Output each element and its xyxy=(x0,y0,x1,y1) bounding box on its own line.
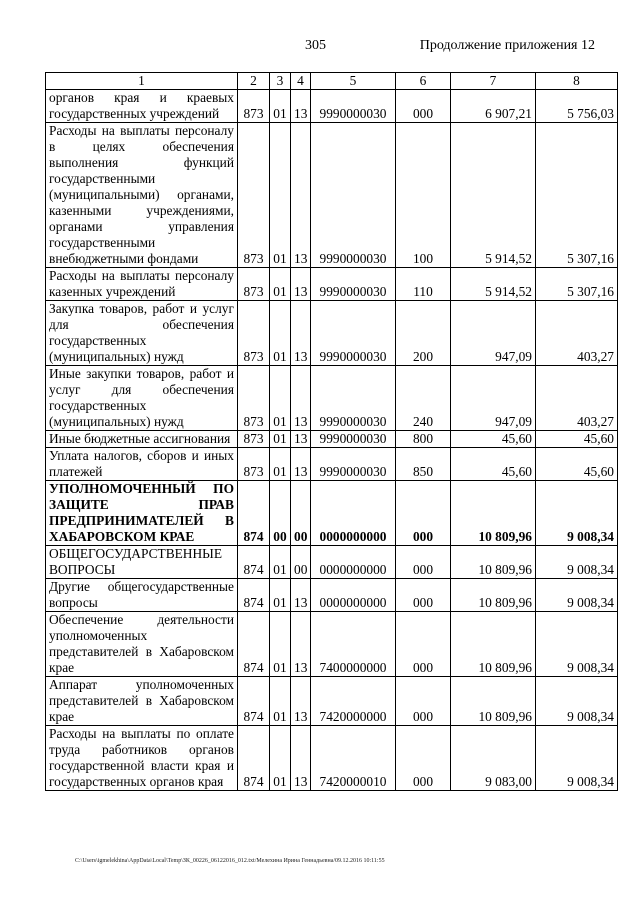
code-subsection-cell: 13 xyxy=(291,677,311,726)
code-ministry-cell: 873 xyxy=(238,301,270,366)
code-subsection-cell: 00 xyxy=(291,546,311,579)
row-name-cell: ОБЩЕГОСУДАРСТВЕННЫЕ ВОПРОСЫ xyxy=(46,546,238,579)
code-target-article-cell: 0000000000 xyxy=(311,579,396,612)
file-path-footer: C:\Users\igmelekhina\AppData\Local\Temp\ЗК_00226_06122016_012.txt/Мелехина Ирина Геннадьевна/09.12.2016 10:11:55 xyxy=(75,858,385,864)
column-header: 5 xyxy=(311,73,396,90)
code-target-article-cell: 9990000030 xyxy=(311,123,396,268)
code-expense-type-cell: 850 xyxy=(396,448,451,481)
code-expense-type-cell: 110 xyxy=(396,268,451,301)
code-section-cell: 01 xyxy=(270,612,291,677)
table-row xyxy=(46,431,618,448)
appendix-continuation-note: Продолжение приложения 12 xyxy=(419,38,595,53)
amount-plan-cell: 10 809,96 xyxy=(451,579,536,612)
table-row xyxy=(46,726,618,791)
code-expense-type-cell: 000 xyxy=(396,726,451,791)
code-expense-type-cell: 000 xyxy=(396,579,451,612)
column-header: 3 xyxy=(270,73,291,90)
column-header: 6 xyxy=(396,73,451,90)
code-ministry-cell: 873 xyxy=(238,123,270,268)
code-section-cell: 00 xyxy=(270,481,291,546)
amount-actual-cell: 5 307,16 xyxy=(536,268,618,301)
code-ministry-cell: 873 xyxy=(238,366,270,431)
code-subsection-cell: 13 xyxy=(291,431,311,448)
row-name-cell: Расходы на выплаты персоналу в целях обеспечения выполнения функций государственными (муниципальными) органами, казенными учреждениями, органами управления государственными внебюджетными фондами xyxy=(46,123,238,268)
code-subsection-cell: 13 xyxy=(291,448,311,481)
row-name-cell: Другие общегосударственные вопросы xyxy=(46,579,238,612)
amount-actual-cell: 9 008,34 xyxy=(536,481,618,546)
code-target-article-cell: 7420000000 xyxy=(311,677,396,726)
code-section-cell: 01 xyxy=(270,726,291,791)
table-row xyxy=(46,579,618,612)
row-name-cell: Иные закупки товаров, работ и услуг для обеспечения государственных (муниципальных) нужд xyxy=(46,366,238,431)
code-ministry-cell: 874 xyxy=(238,481,270,546)
row-name-cell: УПОЛНОМОЧЕННЫЙ ПО ЗАЩИТЕ ПРАВ ПРЕДПРИНИМАТЕЛЕЙ В ХАБАРОВСКОМ КРАЕ xyxy=(46,481,238,546)
code-subsection-cell: 13 xyxy=(291,612,311,677)
code-section-cell: 01 xyxy=(270,546,291,579)
amount-actual-cell: 9 008,34 xyxy=(536,612,618,677)
row-name-cell: Аппарат уполномоченных представителей в Хабаровском крае xyxy=(46,677,238,726)
code-target-article-cell: 0000000000 xyxy=(311,481,396,546)
code-expense-type-cell: 200 xyxy=(396,301,451,366)
column-header: 2 xyxy=(238,73,270,90)
row-name-cell: органов края и краевых государственных учреждений xyxy=(46,90,238,123)
column-header: 1 xyxy=(46,73,238,90)
code-ministry-cell: 873 xyxy=(238,448,270,481)
table-row xyxy=(46,546,618,579)
table-row xyxy=(46,366,618,431)
table-row xyxy=(46,90,618,123)
amount-actual-cell: 9 008,34 xyxy=(536,546,618,579)
code-expense-type-cell: 000 xyxy=(396,481,451,546)
code-target-article-cell: 9990000030 xyxy=(311,268,396,301)
code-ministry-cell: 873 xyxy=(238,90,270,123)
amount-plan-cell: 45,60 xyxy=(451,448,536,481)
row-name-cell: Расходы на выплаты по оплате труда работников органов государственной власти края и государственных органов края xyxy=(46,726,238,791)
code-target-article-cell: 9990000030 xyxy=(311,366,396,431)
code-target-article-cell: 9990000030 xyxy=(311,448,396,481)
code-section-cell: 01 xyxy=(270,431,291,448)
table-row xyxy=(46,301,618,366)
code-subsection-cell: 00 xyxy=(291,481,311,546)
code-subsection-cell: 13 xyxy=(291,579,311,612)
code-expense-type-cell: 000 xyxy=(396,677,451,726)
page-number: 305 xyxy=(305,38,326,53)
code-expense-type-cell: 000 xyxy=(396,90,451,123)
code-section-cell: 01 xyxy=(270,579,291,612)
code-expense-type-cell: 800 xyxy=(396,431,451,448)
amount-plan-cell: 10 809,96 xyxy=(451,677,536,726)
code-subsection-cell: 13 xyxy=(291,123,311,268)
row-name-cell: Закупка товаров, работ и услуг для обеспечения государственных (муниципальных) нужд xyxy=(46,301,238,366)
code-target-article-cell: 7400000000 xyxy=(311,612,396,677)
code-target-article-cell: 7420000010 xyxy=(311,726,396,791)
amount-plan-cell: 947,09 xyxy=(451,366,536,431)
code-expense-type-cell: 100 xyxy=(396,123,451,268)
amount-actual-cell: 5 756,03 xyxy=(536,90,618,123)
row-name-cell: Расходы на выплаты персоналу казенных учреждений xyxy=(46,268,238,301)
amount-plan-cell: 10 809,96 xyxy=(451,546,536,579)
amount-plan-cell: 10 809,96 xyxy=(451,481,536,546)
amount-actual-cell: 5 307,16 xyxy=(536,123,618,268)
amount-plan-cell: 9 083,00 xyxy=(451,726,536,791)
row-name-cell: Уплата налогов, сборов и иных платежей xyxy=(46,448,238,481)
code-section-cell: 01 xyxy=(270,268,291,301)
code-target-article-cell: 0000000000 xyxy=(311,546,396,579)
code-expense-type-cell: 240 xyxy=(396,366,451,431)
amount-actual-cell: 9 008,34 xyxy=(536,579,618,612)
budget-table xyxy=(45,72,618,791)
code-expense-type-cell: 000 xyxy=(396,612,451,677)
table-row xyxy=(46,123,618,268)
code-section-cell: 01 xyxy=(270,90,291,123)
column-header: 4 xyxy=(291,73,311,90)
table-row xyxy=(46,481,618,546)
table-row xyxy=(46,448,618,481)
table-header-row xyxy=(46,73,618,90)
amount-plan-cell: 10 809,96 xyxy=(451,612,536,677)
code-ministry-cell: 874 xyxy=(238,612,270,677)
row-name-cell: Иные бюджетные ассигнования xyxy=(46,431,238,448)
amount-actual-cell: 403,27 xyxy=(536,366,618,431)
amount-plan-cell: 5 914,52 xyxy=(451,268,536,301)
amount-actual-cell: 9 008,34 xyxy=(536,726,618,791)
amount-plan-cell: 947,09 xyxy=(451,301,536,366)
amount-actual-cell: 45,60 xyxy=(536,448,618,481)
code-expense-type-cell: 000 xyxy=(396,546,451,579)
column-header: 8 xyxy=(536,73,618,90)
column-header: 7 xyxy=(451,73,536,90)
table-row xyxy=(46,268,618,301)
code-ministry-cell: 874 xyxy=(238,546,270,579)
code-target-article-cell: 9990000030 xyxy=(311,301,396,366)
row-name-cell: Обеспечение деятельности уполномоченных представителей в Хабаровском крае xyxy=(46,612,238,677)
code-ministry-cell: 873 xyxy=(238,431,270,448)
code-section-cell: 01 xyxy=(270,301,291,366)
code-target-article-cell: 9990000030 xyxy=(311,431,396,448)
code-ministry-cell: 874 xyxy=(238,579,270,612)
code-subsection-cell: 13 xyxy=(291,366,311,431)
amount-plan-cell: 5 914,52 xyxy=(451,123,536,268)
code-section-cell: 01 xyxy=(270,366,291,431)
code-subsection-cell: 13 xyxy=(291,301,311,366)
code-target-article-cell: 9990000030 xyxy=(311,90,396,123)
amount-actual-cell: 45,60 xyxy=(536,431,618,448)
code-subsection-cell: 13 xyxy=(291,90,311,123)
amount-actual-cell: 403,27 xyxy=(536,301,618,366)
code-subsection-cell: 13 xyxy=(291,726,311,791)
code-ministry-cell: 874 xyxy=(238,726,270,791)
code-ministry-cell: 874 xyxy=(238,677,270,726)
amount-actual-cell: 9 008,34 xyxy=(536,677,618,726)
code-section-cell: 01 xyxy=(270,123,291,268)
table-row xyxy=(46,677,618,726)
code-section-cell: 01 xyxy=(270,448,291,481)
amount-plan-cell: 6 907,21 xyxy=(451,90,536,123)
code-ministry-cell: 873 xyxy=(238,268,270,301)
code-section-cell: 01 xyxy=(270,677,291,726)
code-subsection-cell: 13 xyxy=(291,268,311,301)
table-row xyxy=(46,612,618,677)
amount-plan-cell: 45,60 xyxy=(451,431,536,448)
